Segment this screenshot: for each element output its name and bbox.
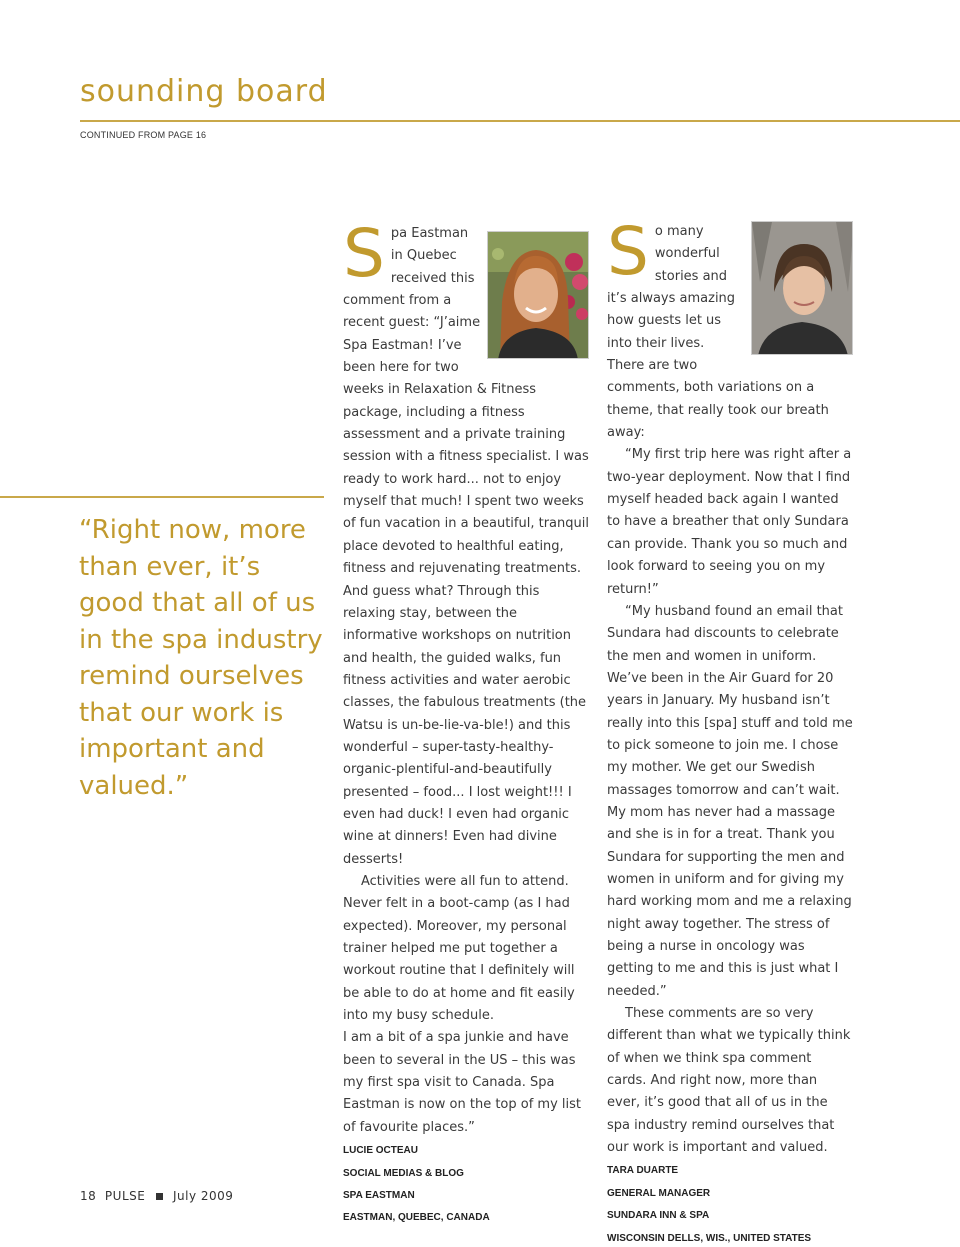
square-bullet-icon: [156, 1193, 163, 1200]
signature-location: EASTMAN, QUEBEC, CANADA: [343, 1212, 490, 1224]
letter2-paragraph-2: “My first trip here was right after a two-year deployment. Now that I find myself headed back again I wanted to have a breather that only Sundara can provide. Thank you so much and look forward to seeing you on my return!”: [607, 447, 852, 597]
signature-company: SUNDARA INN & SPA: [607, 1210, 710, 1222]
guest-photo-lucie: [487, 231, 589, 359]
page-footer: [80, 1189, 233, 1203]
page-number: 18: [80, 1189, 97, 1203]
pull-quote-rule: [0, 496, 324, 498]
signature-title: SOCIAL MEDIAS & BLOG: [343, 1167, 464, 1179]
letter1-paragraph-3: I am a bit of a spa junkie and have been to several in the US – this was my first spa visit to Canada. Spa Eastman is now on the top of my list of favourite places.”: [343, 1030, 581, 1135]
letter1-paragraph-2: Activities were all fun to attend. Never felt in a boot-camp (as I had expected). Moreover, my personal trainer helped me put together a workout routine that I definitely will be able to do at home and fit easily into my busy schedule.: [343, 873, 575, 1024]
pull-quote: “Right now, more than ever, it’s good that all of us in the spa industry remind ourselves that our work is important and valued.”: [79, 515, 323, 801]
signature-title: GENERAL MANAGER: [607, 1187, 711, 1199]
letter2-paragraph-1: o many wonderful stories and it’s always amazing how guests let us into their lives. There are two comments, both variations on a theme, that really took our breath away:: [607, 224, 829, 441]
section-title: sounding board: [80, 74, 328, 109]
letter1-paragraph-1: pa Eastman in Quebec received this comment from a recent guest: “J’aime Spa Eastman! I’ve been here for two weeks in Relaxation & Fitness package, including a fitness assessment and a private training session with a fitness specialist. I was ready to work hard... not to enjoy myself that much! I spent two weeks of fun vacation in a beautiful, tranquil place devoted to healthful eating, fitness and rejuvenating treatments. And guess what? Through this relaxing stay, between the informative workshops on nutrition and health, the guided walks, fun fitness activities and water aerobic classes, the fabulous treatments (the Watsu is un-be-lie-va-ble!) and this wonderful – super-tasty-healthy-organic-plentiful-and-beautifully presented – food... I lost weight!!! I even had duck! I even had organic wine at dinners! Even had divine desserts!: [343, 226, 589, 867]
signature-name: LUCIE OCTEAU: [343, 1145, 418, 1157]
signature-company: SPA EASTMAN: [343, 1189, 415, 1201]
title-rule: [80, 120, 960, 122]
signature-name: TARA DUARTE: [607, 1165, 679, 1177]
guest-photo-tara: [751, 221, 853, 355]
dropcap-1: S: [343, 215, 385, 292]
letter2-paragraph-3: “My husband found an email that Sundara had discounts to celebrate the men and women in uniform. We’ve been in the Air Guard for 20 years in January. My husband isn’t really into this [spa] stuff and told me to pick someone to join me. I chose my mother. We get our Swedish massages tomorrow and can’t wait. My mom has never had a massage and she is in for a treat. Thank you Sundara for supporting the men and women in uniform and for giving my hard working mom and me a relaxing night away together. The stress of being a nurse in oncology was getting to me and this is just what I needed.”: [607, 603, 853, 999]
letter-column-1: [343, 215, 589, 1230]
letter2-signature: [607, 1160, 853, 1247]
dropcap-2: S: [607, 213, 649, 290]
signature-location: WISCONSIN DELLS, WIS., UNITED STATES: [607, 1232, 812, 1244]
issue-date: July 2009: [172, 1189, 234, 1203]
letter-column-2: [607, 213, 853, 1247]
continued-note: CONTINUED FROM PAGE 16: [80, 130, 207, 140]
magazine-name: PULSE: [104, 1189, 146, 1203]
letter2-paragraph-4: These comments are so very different than what we typically think of when we think spa comment cards. And right now, more than ever, it’s good that all of us in the spa industry remind ourselves that our work is important and valued.: [607, 1006, 851, 1156]
letter1-signature: [343, 1140, 589, 1230]
